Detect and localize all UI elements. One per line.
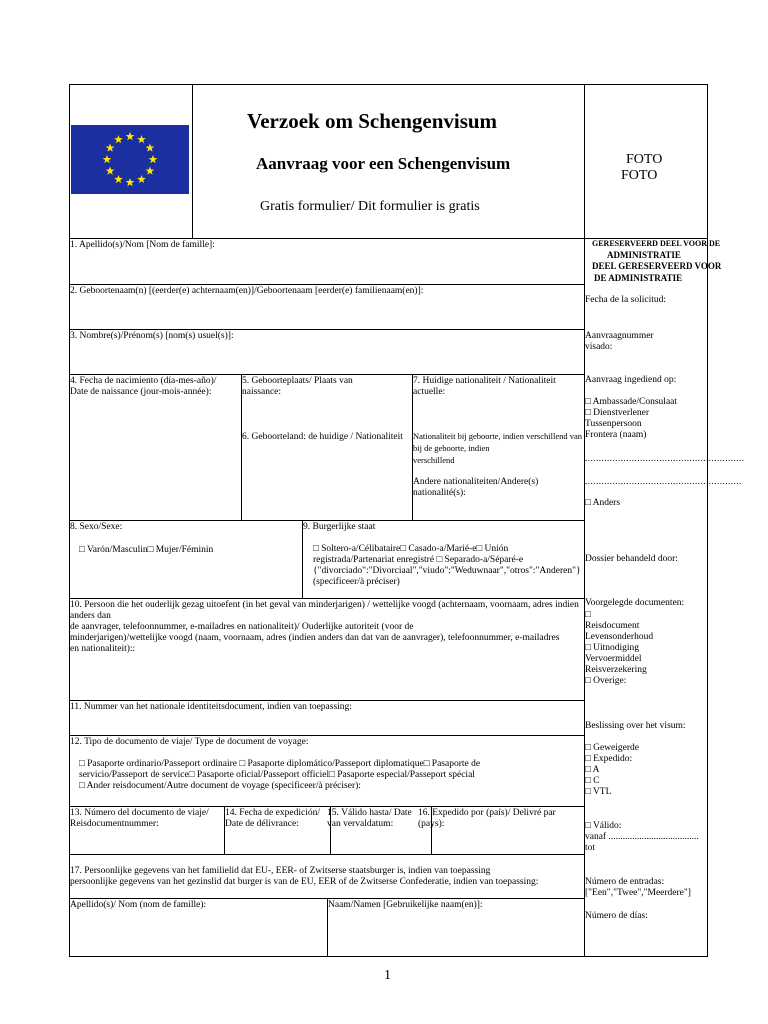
field-family-member: 17. Persoonlijke gegevens van het familielid dat EU-, EER- of Zwitserse staatsburger is, indien van toepassing persoonlijke gegevens van het gezinslid dat burger is van de EU, EER of de Zwitserse Confederatie, indien van toepassing: — [70, 866, 539, 887]
photo-label-2: FOTO — [621, 168, 658, 183]
photo-label: FOTO — [626, 152, 663, 167]
field-travel-document-type: 12. Tipo de documento de viaje/ Type de document de voyage: — [70, 737, 309, 747]
admin-submitted-at: Aanvraag ingediend op: — [585, 375, 677, 385]
row-line — [69, 735, 584, 736]
field-birth-name[interactable]: 2. Geboortenaam(n) [(eerder(e) achternaam(en)]/Geboortenaam [eerder(e) familienaam(en)]: — [70, 286, 424, 296]
admin-heading: DEEL GERESERVEERD VOOR — [592, 261, 722, 271]
page-number: 1 — [384, 968, 391, 983]
admin-valid[interactable]: □ Válido: vanaf ...................................... tot — [585, 821, 699, 853]
field-nationality-at-birth[interactable] — [413, 420, 582, 467]
nationality-at-birth-label: Nationaliteit bij geboorte, indien verschillend van bij de geboorte, indien verschillend — [413, 431, 583, 465]
flag-divider — [192, 84, 193, 238]
field-date-of-birth[interactable]: 4. Fecha de nacimiento (día-mes-año)/ Date de naissance (jour-mois-année): — [70, 376, 217, 397]
admin-dotted-line: ......................................................... — [585, 476, 742, 486]
travel-document-options[interactable]: □ Pasaporte ordinario/Passeport ordinaire □ Pasaporte diplomático/Passeport diplomatique□ Pasaporte de servicio/Passeport de service□ Pasaporte oficial/Passeport officiel□ Pasaporte especial/Passeport spécial □ Ander reisdocument/Autre document de voyage (specificeer/à préciser): — [79, 759, 481, 791]
row-line — [69, 806, 584, 807]
field-issue-date[interactable]: 14. Fecha de expedición/ Date de délivrance: — [225, 808, 320, 829]
sex-options[interactable]: □ Varón/Masculin□ Mujer/Féminin — [79, 545, 214, 555]
field-guardian[interactable]: 10. Persoon die het ouderlijk gezag uitoefent (in het geval van minderjarigen) / wettelijke voogd (achternaam, voornaam, adres indien anders dan de aanvrager, telefoonnummer, e-mailadres en nationaliteit)/ Ouderlijke autoriteit (voor de minderjarigen)/wettelijke voogd (naam, voornaam, adres (indien anders dan dat van de aanvrager), telefoonnummer, e-mailadres en nationaliteit):: — [70, 600, 579, 654]
field-place-of-birth[interactable]: 5. Geboorteplaats/ Plaats van naissance: — [242, 376, 353, 397]
row-line — [69, 520, 584, 521]
admin-heading: DE ADMINISTRATIE — [594, 273, 683, 283]
field-first-name[interactable]: 3. Nombre(s)/Prénom(s) [nom(s) usuel(s)]: — [70, 331, 234, 341]
admin-decision: Beslissing over het visum: — [585, 721, 686, 731]
field-civil-status: 9. Burgerlijke staat — [303, 522, 376, 532]
field-document-number[interactable]: 13. Número del documento de viaje/ Reisdocumentnummer: — [70, 808, 209, 829]
field-sex: 8. Sexo/Sexe: — [70, 522, 123, 532]
row-line — [69, 374, 584, 375]
admin-application-number: Aanvraagnummer visado: — [585, 331, 654, 352]
field-valid-until[interactable]: 15. Válido hasta/ Date van vervaldatum: — [327, 808, 412, 829]
row-line — [69, 598, 584, 599]
row-line — [69, 329, 584, 330]
row-line — [69, 700, 584, 701]
admin-days: Número de días: — [585, 911, 648, 921]
admin-heading: ADMINISTRATIE — [607, 250, 681, 260]
admin-heading: GERESERVEERD DEEL VOOR DE — [592, 239, 721, 248]
form-subtitle: Aanvraag voor een Schengenvisum — [256, 154, 511, 173]
row-line — [69, 854, 584, 855]
field-surname[interactable]: 1. Apellido(s)/Nom [Nom de famille]: — [70, 240, 215, 250]
admin-handled-by: Dossier behandeld door: — [585, 554, 678, 564]
admin-decision-options[interactable]: □ Geweigerde □ Expedido: □ A □ C □ VTL — [585, 743, 640, 797]
admin-application-date: Fecha de la solicitud: — [585, 295, 666, 305]
form-title: Verzoek om Schengenvisum — [247, 109, 498, 133]
admin-dotted-line: .......................................................... — [585, 453, 745, 463]
field-family-first-name[interactable]: Naam/Namen [Gebruikelijke naam(en)]: — [328, 900, 483, 910]
field-family-surname[interactable]: Apellido(s)/ Nom (nom de famille): — [70, 900, 207, 910]
field-other-nationalities[interactable]: Andere nationaliteiten/Andere(s) nationalité(s): — [413, 477, 539, 498]
civil-status-options[interactable]: □ Soltero-a/Célibataire□ Casado-a/Marié-e□ Unión registrada/Partenariat enregistré □ Separado-a/Séparé-e {"divorciado":"Divorciaal","viudo":"Weduwnaar","otros":"Anderen"} (specificeer/à préciser) — [313, 544, 581, 587]
eu-flag-icon — [71, 125, 189, 194]
field-issued-by[interactable]: 16. Expedido por (país)/ Delivré par (pays): — [418, 808, 556, 829]
field-national-id[interactable]: 11. Nummer van het nationale identiteitsdocument, indien van toepassing: — [70, 702, 352, 712]
admin-documents-options[interactable]: □ Reisdocument Levensonderhoud □ Uitnodiging Vervoermiddel Reisverzekering □ Overige: — [585, 610, 654, 686]
admin-other[interactable]: □ Anders — [585, 498, 621, 508]
admin-entries: Número de entradas: ["Een","Twee","Meerdere"] — [585, 877, 691, 898]
admin-documents: Voorgelegde documenten: — [585, 598, 685, 608]
free-form-notice: Gratis formulier/ Dit formulier is gratis — [260, 199, 480, 214]
field-nationality[interactable]: 7. Huidige nationaliteit / Nationaliteit actuelle: — [413, 376, 556, 397]
field-country-of-birth[interactable]: 6. Geboorteland: de huidige / Nationaliteit — [242, 432, 403, 442]
row-line — [69, 284, 584, 285]
admin-submitted-options[interactable]: □ Ambassade/Consulaat □ Dienstverlener Tussenpersoon Frontera (naam) — [585, 397, 678, 440]
